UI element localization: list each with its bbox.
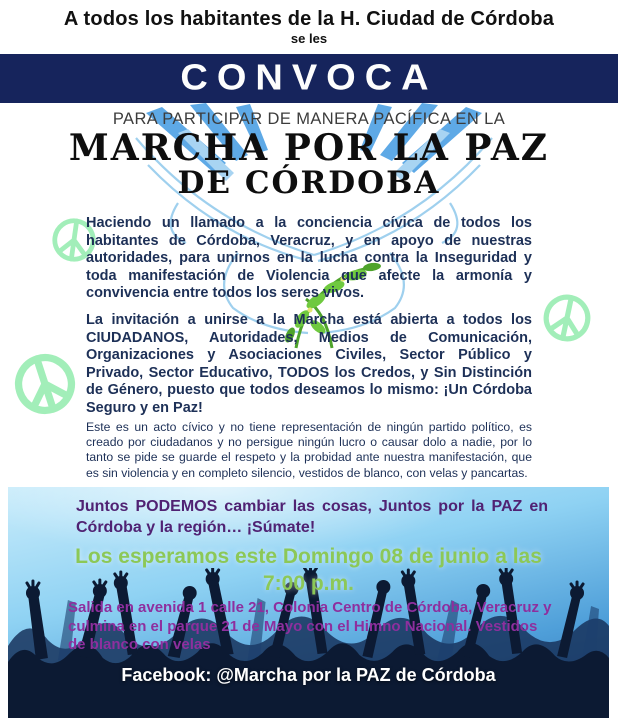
event-datetime: Los esperamos este Domingo 08 de junio a las 7:00 p.m. bbox=[75, 545, 542, 595]
peace-sign-icon bbox=[536, 287, 598, 349]
banner-label: CONVOCA bbox=[180, 58, 438, 98]
body-paragraph-1: Haciendo un llamado a la conciencia cívica de todos los habitantes de Córdoba, Veracruz, y en apoyo de nuestras autoridades, para unirnos en la lucha contra la Inseguridad y toda manifestación de Violencia que afecte la armonía y convivencia entre todos los seres vivos. bbox=[86, 215, 532, 302]
kicker-line: PARA PARTICIPAR DE MANERA PACÍFICA EN LA bbox=[112, 110, 506, 128]
footer-section bbox=[8, 487, 609, 718]
subheadline: se les bbox=[290, 31, 328, 46]
page-subtitle: DE CÓRDOBA bbox=[177, 165, 441, 201]
headline: A todos los habitantes de la H. Ciudad de Córdoba bbox=[63, 8, 555, 30]
page-title: MARCHA POR LA PAZ bbox=[68, 127, 550, 169]
body-paragraph-2: La invitación a unirse a la Marcha está abierta a todos los CIUDADANOS, Autoridades, Medios de Comunicación, Organizaciones y Asociaciones Civiles, Sector Público y Privado, Sector Educativo, TODOS los Credos, y Sin Distinción de Género, puesto que todos deseamos lo mismo: ¡Un Córdoba Seguro y en Paz! bbox=[86, 312, 532, 416]
call-to-action: Juntos PODEMOS cambiar las cosas, Juntos por la PAZ en Córdoba y la región… ¡Súmate! bbox=[76, 498, 548, 536]
facebook-handle: Facebook: @Marcha por la PAZ de Córdoba bbox=[121, 665, 496, 685]
peace-sign-icon bbox=[3, 342, 86, 425]
route-details: Salida en avenida 1 calle 21, Colonia Centro de Córdoba, Veracruz y culmina en el parque 21 de Mayo con el Himno Nacional. Vestidos de blanco con velas bbox=[68, 599, 552, 653]
convoca-banner bbox=[0, 54, 618, 103]
body-paragraph-3: Este es un acto cívico y no tiene representación de ningún partido político, es creado por ciudadanos y no persigue ningún lucro o causar dolo a nadie, por lo tanto se pide se guarde el respeto y la probidad ante nuestra manifestación, que es sin violencia y en completo silencio, vestidos de blanco, con velas y pancartas. bbox=[86, 420, 532, 480]
main-section bbox=[0, 103, 618, 487]
